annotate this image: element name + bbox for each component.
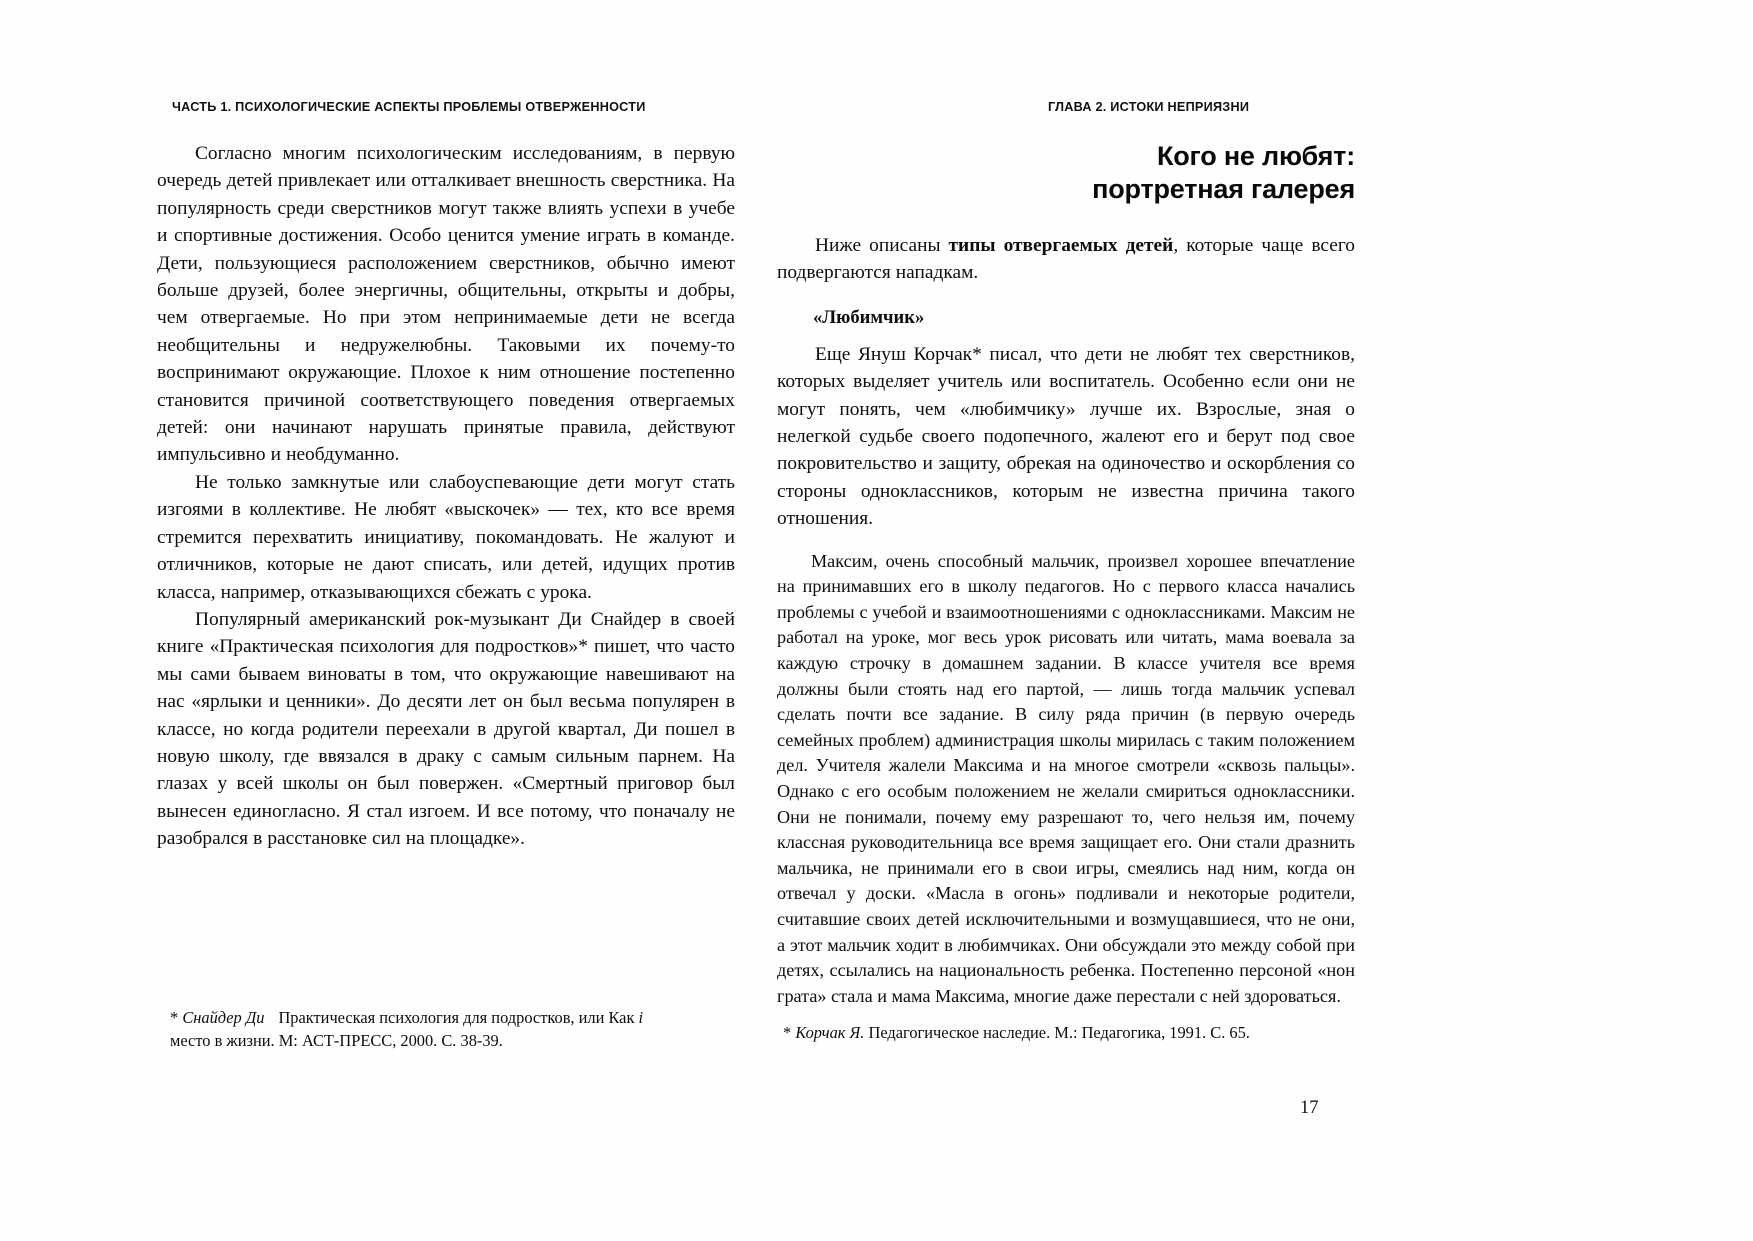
section-heading-line-2: портретная галерея: [1092, 174, 1355, 204]
footnote-author: Корчак Я.: [795, 1023, 865, 1042]
text-column-right: [777, 140, 1355, 1009]
paragraph: Популярный американский рок-музыкант Ди Снайдер в своей книге «Практическая психология для подростков»* пишет, что часто мы сами бываем виноваты в том, что окружающие навешивают на нас «ярлыки и ценники». До десяти лет он был весьма популярен в классе, но когда родители переехали в другой квартал, Ди пошел в новую школу, где ввязался в драку с самым сильным парнем. На глазах у всей школы он был повержен. «Смертный приговор был вынесен единогласно. Я стал изгоем. И все потому, что поначалу не разобрался в расстановке сил на площадке».: [157, 608, 735, 850]
paragraph: Не только замкнутые или слабоуспевающие дети могут стать изгоями в коллективе. Не любят «выскочек» — тех, кто все время стремится перехватить инициативу, покомандовать. Не жалуют и отличников, которые не дают списать, или детей, идущих против класса, например, отказывающихся сбежать с урока.: [157, 471, 735, 603]
running-head-left: ЧАСТЬ 1. ПСИХОЛОГИЧЕСКИЕ АСПЕКТЫ ПРОБЛЕМЫ ОТВЕРЖЕННОСТИ: [172, 99, 646, 114]
footnote-marker: *: [170, 1008, 179, 1027]
intro-text-emphasis: типы отвергаемых детей: [948, 235, 1174, 256]
paragraph: Еще Януш Корчак* писал, что дети не любят тех сверстников, которых выделяет учитель или воспитатель. Особенно если они не могут понять, чем «любимчику» лучше их. Взрослые, зная о нелегкой судьбе своего подопечного, жалеют его и берут под свое покровительство и защиту, обрекая на одиночество и оскорбления со стороны одноклассников, которым не известна причина такого отношения.: [777, 343, 1355, 530]
footnote-marker: *: [783, 1023, 792, 1042]
paragraph-spacer: [777, 533, 1355, 549]
footnote-left: [170, 1007, 750, 1052]
text-column-left: [157, 140, 735, 853]
footnote-imprint: место в жизни. М: АСТ-ПРЕСС, 2000. С. 38-39.: [170, 1030, 503, 1050]
footnote-right: [783, 1022, 1363, 1045]
intro-paragraph: [777, 232, 1355, 287]
section-heading: [777, 140, 1355, 206]
paragraph: Согласно многим психологическим исследованиям, в первую очередь детей привлекает или отталкивает внешность сверстника. На популярность среди сверстников могут также влиять успехи в учебе и спортивные достижения. Особо ценится умение играть в команде. Дети, пользующиеся расположением сверстников, обычно имеют больше друзей, более энергичны, общительны, открыты и добры, чем отвергаемые. Но при этом непринимаемые дети не всегда необщительны и недружелюбны. Таковыми их почему-то воспринимают окружающие. Плохое к ним отношение постепенно становится причиной соответствующего поведения отвергаемых детей: они начинают нарушать принятые правила, действуют импульсивно и необдуманно.: [157, 143, 735, 466]
intro-text-after: , которые чаще всего подвергаются нападкам.: [777, 235, 1355, 284]
subheading-lyubimchik: «Любимчик»: [813, 306, 925, 328]
footnote-title: Практическая психология для подростков, или Как: [278, 1008, 635, 1027]
running-head-right: ГЛАВА 2. ИСТОКИ НЕПРИЯЗНИ: [1048, 99, 1250, 114]
footnote-imprint: Педагогическое наследие. М.: Педагогика, 1991. С. 65.: [868, 1023, 1250, 1042]
intro-text-before: Ниже описаны: [815, 235, 949, 256]
section-heading-line-1: Кого не любят:: [1156, 141, 1355, 171]
case-study-paragraph: Максим, очень способный мальчик, произвел хорошее впечатление на принимавших его в школу педагогов. Но с первого класса начались проблемы с учебой и взаимоотношениями с одноклассниками. Максим не работал на уроке, мог весь урок рисовать или читать, мама воевала за каждую строчку в домашнем задании. В классе учителя все время должны были стоять над его партой, — лишь тогда мальчик успевал сделать почти все задание. В силу ряда причин (в первую очередь семейных проблем) администрация школы мирилась с таким положением дел. Учителя жалели Максима и на многое смотрели «сквозь пальцы». Однако с его особым положением не желали смириться одноклассники. Они не понимали, почему ему разрешают то, чего нельзя им, почему классная руководительница все время защищает его. Они стали дразнить мальчика, не принимали его в свои игры, смеялись над ним, когда он отвечал у доски. «Масла в огонь» подливали и некоторые родители, считавшие своих детей исключительными и возмущавшиеся, что не они, а этот мальчик ходит в любимчиках. Они обсуждали это между собой при детях, ссылались на национальность ребенка. Постепенно персоной «нон грата» стала и мама Максима, многие даже перестали с ней здороваться.: [777, 550, 1355, 1006]
footnote-trailing-italic: i: [638, 1008, 644, 1027]
page-number: 17: [1300, 1098, 1319, 1118]
footnote-author: Снайдер Ди: [182, 1008, 265, 1027]
